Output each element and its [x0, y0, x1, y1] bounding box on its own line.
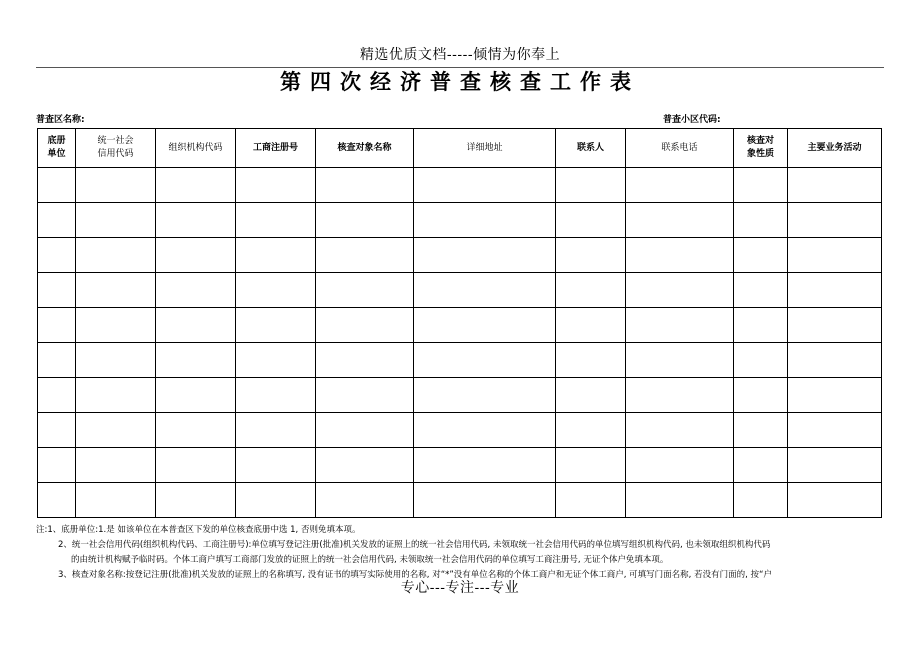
table-row	[38, 413, 882, 448]
table-cell[interactable]	[556, 168, 626, 203]
table-cell[interactable]	[788, 483, 882, 518]
table-cell[interactable]	[734, 203, 788, 238]
table-cell[interactable]	[414, 413, 556, 448]
table-cell[interactable]	[734, 448, 788, 483]
table-cell[interactable]	[788, 273, 882, 308]
col-header-business-reg-no	[236, 129, 316, 168]
footnote-2-continued: 的由统计机构赋予临时码。个体工商户填写工商部门发放的证照上的统一社会信用代码, 未领取统一社会信用代码的单位填写工商注册号, 无证个体户免填本项。	[71, 555, 669, 565]
table-cell[interactable]	[156, 483, 236, 518]
table-cell[interactable]	[414, 378, 556, 413]
col-header-label: 主要业务活动	[807, 142, 862, 153]
table-cell[interactable]	[76, 203, 156, 238]
table-cell[interactable]	[38, 203, 76, 238]
col-header-phone	[626, 129, 734, 168]
table-cell[interactable]	[788, 378, 882, 413]
col-header-org-code	[156, 129, 236, 168]
table-cell[interactable]	[626, 413, 734, 448]
col-header-label: 统一社会 信用代码	[97, 136, 134, 159]
table-cell[interactable]	[156, 168, 236, 203]
footnotes	[36, 523, 888, 583]
col-header-register-unit	[38, 129, 76, 168]
col-header-label: 核查对 象性质	[746, 136, 774, 159]
footnote-1: 注:1、底册单位:1.是 如该单位在本普查区下发的单位核查底册中选 1, 否则免填本项。	[36, 525, 361, 535]
table-cell[interactable]	[734, 483, 788, 518]
table-cell[interactable]	[414, 448, 556, 483]
table-cell[interactable]	[788, 308, 882, 343]
table-cell[interactable]	[626, 343, 734, 378]
table-cell[interactable]	[76, 273, 156, 308]
table-cell[interactable]	[626, 483, 734, 518]
table-cell[interactable]	[76, 343, 156, 378]
table-cell[interactable]	[788, 238, 882, 273]
table-cell[interactable]	[236, 483, 316, 518]
table-cell[interactable]	[236, 168, 316, 203]
table-cell[interactable]	[236, 413, 316, 448]
table-cell[interactable]	[626, 378, 734, 413]
col-header-contact	[556, 129, 626, 168]
table-cell[interactable]	[156, 308, 236, 343]
table-cell[interactable]	[556, 238, 626, 273]
table-cell[interactable]	[556, 413, 626, 448]
table-cell[interactable]	[236, 238, 316, 273]
table-cell[interactable]	[76, 308, 156, 343]
col-header-target-type	[734, 129, 788, 168]
table-cell[interactable]	[236, 378, 316, 413]
table-row	[38, 308, 882, 343]
table-cell[interactable]	[626, 308, 734, 343]
table-cell[interactable]	[236, 448, 316, 483]
table-cell[interactable]	[38, 378, 76, 413]
table-cell[interactable]	[156, 448, 236, 483]
table-cell[interactable]	[414, 273, 556, 308]
table-cell[interactable]	[316, 343, 414, 378]
table-cell[interactable]	[734, 343, 788, 378]
table-row	[38, 273, 882, 308]
table-cell[interactable]	[156, 343, 236, 378]
table-cell[interactable]	[626, 448, 734, 483]
table-cell[interactable]	[38, 413, 76, 448]
table-cell[interactable]	[236, 273, 316, 308]
table-cell[interactable]	[556, 483, 626, 518]
col-header-label: 组织机构代码	[168, 142, 223, 153]
table-cell[interactable]	[788, 203, 882, 238]
census-verification-table	[37, 128, 882, 518]
table-cell[interactable]	[38, 483, 76, 518]
table-cell[interactable]	[734, 308, 788, 343]
table-cell[interactable]	[316, 308, 414, 343]
table-body	[38, 168, 882, 518]
table-cell[interactable]	[414, 308, 556, 343]
table-cell[interactable]	[556, 308, 626, 343]
table-cell[interactable]	[414, 238, 556, 273]
table-cell[interactable]	[76, 483, 156, 518]
table-cell[interactable]	[76, 238, 156, 273]
table-cell[interactable]	[316, 378, 414, 413]
table-cell[interactable]	[38, 343, 76, 378]
table-cell[interactable]	[236, 343, 316, 378]
table-row	[38, 238, 882, 273]
table-cell[interactable]	[76, 168, 156, 203]
table-cell[interactable]	[156, 378, 236, 413]
table-cell[interactable]	[414, 343, 556, 378]
table-cell[interactable]	[626, 273, 734, 308]
table-cell[interactable]	[734, 238, 788, 273]
table-cell[interactable]	[156, 413, 236, 448]
col-header-label: 工商注册号	[252, 142, 298, 153]
table-cell[interactable]	[556, 203, 626, 238]
table-cell[interactable]	[734, 378, 788, 413]
table-cell[interactable]	[236, 308, 316, 343]
table-cell[interactable]	[156, 203, 236, 238]
table-cell[interactable]	[316, 168, 414, 203]
footnote-3: 3、核查对象名称:按登记注册(批准)机关发放的证照上的名称填写, 没有证书的填写实际使用的名称, 对“*”没有单位名称的个体工商户和无证个体工商户, 可填写门面名称, 若没有门面的, 按“户	[58, 570, 772, 580]
footnote-2: 2、统一社会信用代码(组织机构代码、工商注册号):单位填写登记注册(批准)机关发放的证照上的统一社会信用代码, 未领取统一社会信用代码的单位填写组织机构代码, 也未领取组织机构代码	[58, 540, 771, 550]
footer-note: 专心---专注---专业	[400, 580, 520, 596]
subdistrict-code-label: 普查小区代码:	[663, 115, 721, 125]
col-header-target-name	[316, 129, 414, 168]
table-cell[interactable]	[556, 378, 626, 413]
table-cell[interactable]	[316, 238, 414, 273]
table-cell[interactable]	[316, 483, 414, 518]
table-cell[interactable]	[316, 413, 414, 448]
table-cell[interactable]	[556, 343, 626, 378]
col-header-main-activity	[788, 129, 882, 168]
table-cell[interactable]	[414, 483, 556, 518]
table-header-row	[38, 129, 882, 168]
table-cell[interactable]	[316, 448, 414, 483]
table-cell[interactable]	[556, 448, 626, 483]
table-cell[interactable]	[626, 168, 734, 203]
table-row	[38, 378, 882, 413]
table-cell[interactable]	[236, 203, 316, 238]
table-cell[interactable]	[626, 238, 734, 273]
table-row	[38, 343, 882, 378]
table-cell[interactable]	[38, 168, 76, 203]
table-cell[interactable]	[38, 308, 76, 343]
col-header-credit-code	[76, 129, 156, 168]
table-cell[interactable]	[626, 203, 734, 238]
table-cell[interactable]	[76, 448, 156, 483]
col-header-label: 联系人	[576, 142, 604, 153]
col-header-address	[414, 129, 556, 168]
col-header-label: 核查对象名称	[337, 142, 392, 153]
col-header-label: 详细地址	[466, 142, 503, 153]
table-cell[interactable]	[38, 273, 76, 308]
col-header-label: 联系电话	[661, 142, 698, 153]
table-row	[38, 483, 882, 518]
table-cell[interactable]	[156, 238, 236, 273]
table-cell[interactable]	[734, 273, 788, 308]
table-cell[interactable]	[76, 413, 156, 448]
table-row	[38, 448, 882, 483]
table-cell[interactable]	[76, 378, 156, 413]
table-cell[interactable]	[788, 413, 882, 448]
table-cell[interactable]	[414, 203, 556, 238]
table-cell[interactable]	[734, 168, 788, 203]
table-cell[interactable]	[734, 413, 788, 448]
table-cell[interactable]	[316, 203, 414, 238]
table-cell[interactable]	[316, 273, 414, 308]
table-cell[interactable]	[788, 448, 882, 483]
table-cell[interactable]	[788, 343, 882, 378]
col-header-label: 底册 单位	[47, 136, 66, 159]
table-row	[38, 203, 882, 238]
district-name-label: 普查区名称:	[36, 115, 85, 125]
page-title: 第四次经济普查核查工作表	[280, 70, 640, 94]
table-cell[interactable]	[788, 168, 882, 203]
table-cell[interactable]	[38, 238, 76, 273]
table-row	[38, 168, 882, 203]
table-cell[interactable]	[556, 273, 626, 308]
table-cell[interactable]	[38, 448, 76, 483]
table-cell[interactable]	[156, 273, 236, 308]
header-note: 精选优质文档-----倾情为你奉上	[359, 47, 561, 63]
table-cell[interactable]	[414, 168, 556, 203]
